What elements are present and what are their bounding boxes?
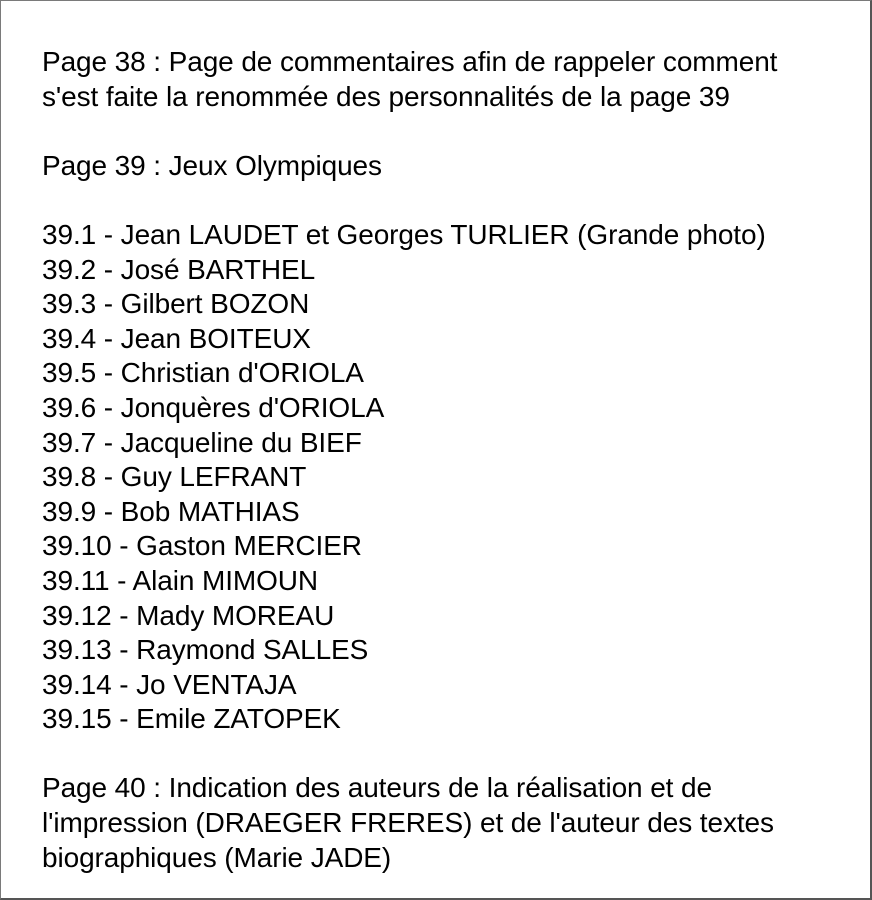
list-item: 39.2 - José BARTHEL xyxy=(42,253,316,285)
spacer xyxy=(42,737,870,772)
list-item: 39.8 - Guy LEFRANT xyxy=(42,461,307,493)
list-item: 39.9 - Bob MATHIAS xyxy=(42,495,300,527)
entries-list xyxy=(42,218,870,737)
intro-paragraph xyxy=(42,45,870,114)
list-item: 39.11 - Alain MIMOUN xyxy=(42,564,319,596)
outro-line-2: l'impression (DRAEGER FRERES) et de l'auteur des textes xyxy=(42,807,774,839)
outro-paragraph xyxy=(42,771,870,875)
list-item: 39.5 - Christian d'ORIOLA xyxy=(42,357,364,389)
list-item: 39.15 - Emile ZATOPEK xyxy=(42,703,341,735)
section-heading-text: Page 39 : Jeux Olympiques xyxy=(42,149,382,181)
intro-line-2: s'est faite la renommée des personnalités de la page 39 xyxy=(42,80,730,112)
list-item: 39.12 - Mady MOREAU xyxy=(42,599,335,631)
spacer xyxy=(42,183,870,218)
spacer xyxy=(42,114,870,149)
section-heading xyxy=(42,149,870,184)
list-item: 39.1 - Jean LAUDET et Georges TURLIER (Grande photo) xyxy=(42,218,766,250)
list-item: 39.4 - Jean BOITEUX xyxy=(42,322,311,354)
outro-line-1: Page 40 : Indication des auteurs de la réalisation et de xyxy=(42,772,712,804)
list-item: 39.7 - Jacqueline du BIEF xyxy=(42,426,362,458)
outro-line-3: biographiques (Marie JADE) xyxy=(42,841,392,873)
list-item: 39.3 - Gilbert BOZON xyxy=(42,288,310,320)
list-item: 39.13 - Raymond SALLES xyxy=(42,634,369,666)
list-item: 39.6 - Jonquères d'ORIOLA xyxy=(42,391,385,423)
intro-line-1: Page 38 : Page de commentaires afin de rappeler comment xyxy=(42,46,778,77)
list-item: 39.14 - Jo VENTAJA xyxy=(42,668,297,700)
list-item: 39.10 - Gaston MERCIER xyxy=(42,530,362,562)
